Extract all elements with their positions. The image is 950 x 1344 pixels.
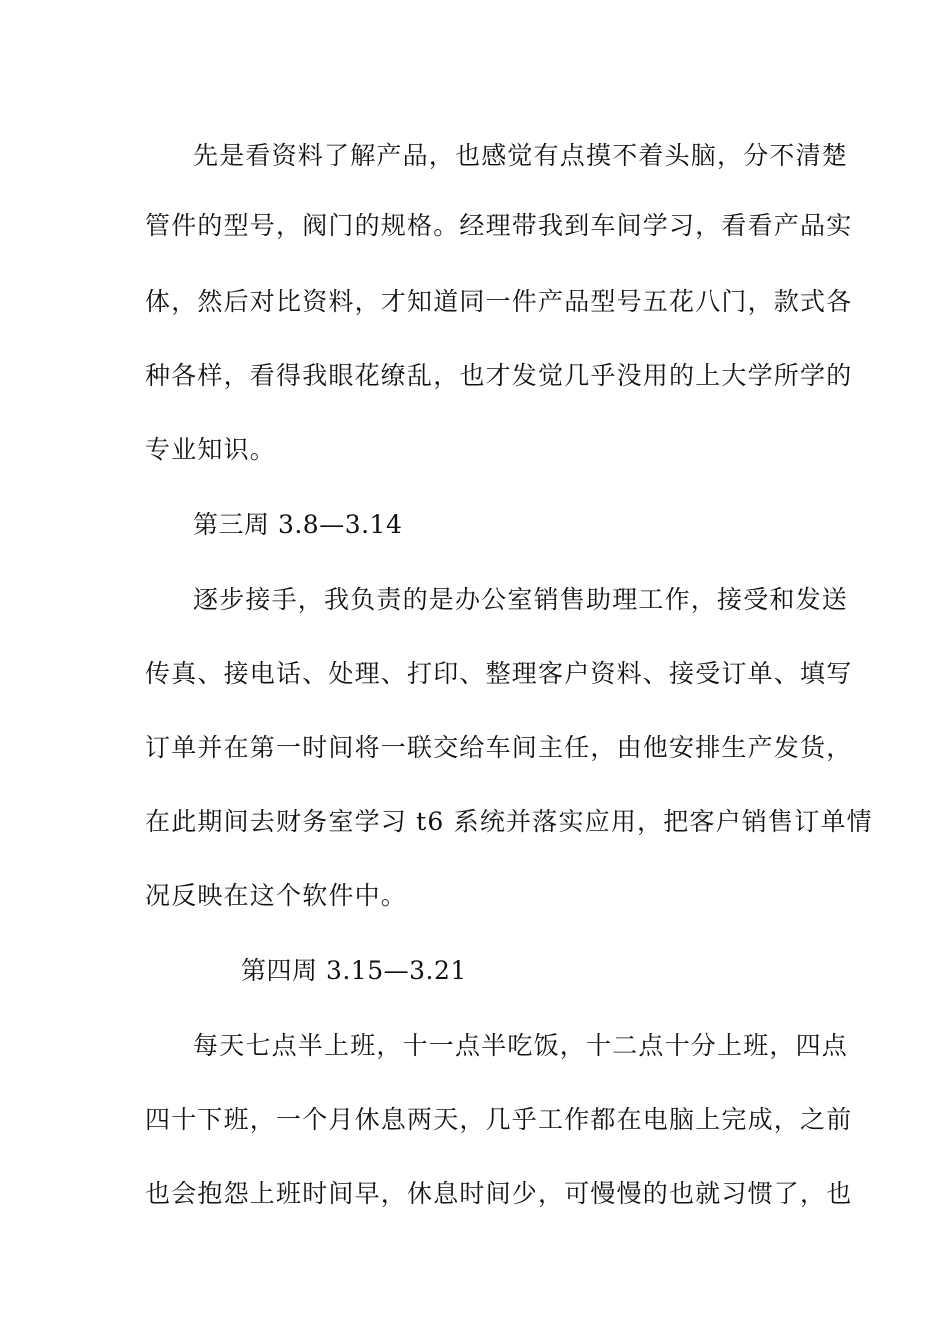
paragraph-1-line-2: 管件的型号，阀门的规格。经理带我到车间学习，看看产品实: [145, 211, 853, 240]
paragraph-1-line-3: 体，然后对比资料，才知道同一件产品型号五花八门，款式各: [145, 287, 853, 316]
paragraph-2-line-5: 况反映在这个软件中。: [145, 881, 408, 910]
paragraph-3-line-3: 也会抱怨上班时间早，休息时间少，可慢慢的也就习惯了，也: [145, 1179, 853, 1208]
paragraph-1-line-1: 先是看资料了解产品，也感觉有点摸不着头脑，分不清楚: [193, 141, 849, 170]
paragraph-2-line-3: 订单并在第一时间将一联交给车间主任，由他安排生产发货，: [145, 733, 853, 762]
week-3-heading: 第三周 3.8—3.14: [193, 510, 403, 539]
paragraph-2-line-1: 逐步接手，我负责的是办公室销售助理工作，接受和发送: [193, 585, 849, 614]
paragraph-2-line-4: 在此期间去财务室学习 t6 系统并落实应用，把客户销售订单情: [145, 807, 873, 836]
paragraph-1-line-5: 专业知识。: [145, 435, 277, 464]
paragraph-3-line-2: 四十下班，一个月休息两天，几乎工作都在电脑上完成，之前: [145, 1105, 853, 1134]
paragraph-1-line-4: 种各样，看得我眼花缭乱，也才发觉几乎没用的上大学所学的: [145, 361, 853, 390]
paragraph-2-line-2: 传真、接电话、处理、打印、整理客户资料、接受订单、填写: [145, 659, 853, 688]
paragraph-3-line-1: 每天七点半上班，十一点半吃饭，十二点十分上班，四点: [193, 1031, 849, 1060]
week-4-heading: 第四周 3.15—3.21: [241, 956, 467, 985]
